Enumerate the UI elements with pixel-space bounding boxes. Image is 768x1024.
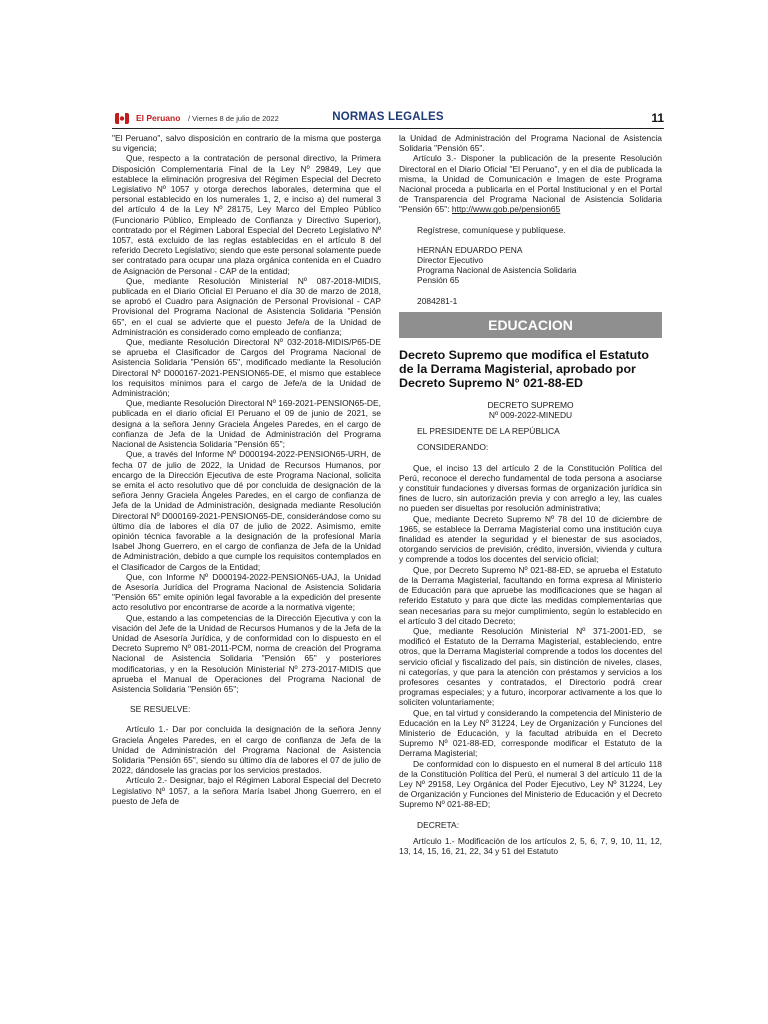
paragraph: Que, mediante Decreto Supremo Nº 78 del 10 de diciembre de 1965, se establece la Derrama Magisterial como una institución cuya finalidad es atender la seguridad y el bienestar de sus asociados, otorgando servicios de previsión, crédito, inversión, vivienda y cultura y comprende a todos los docentes del servicio oficial; — [399, 513, 662, 565]
paragraph: Artículo 2.- Designar, bajo el Régimen Laboral Especial del Decreto Legislativo Nº 1057, a la señora María Isabel Jhong Guerrero, en el puesto de Jefa de — [112, 775, 381, 806]
paragraph: Artículo 1.- Modificación de los artículos 2, 5, 6, 7, 9, 10, 11, 12, 13, 14, 15, 16, 21, 22, 34 y 51 del Estatuto — [399, 835, 662, 856]
pension65-link[interactable]: http://www.gob.pe/pension65 — [451, 204, 561, 215]
paragraph: De conformidad con lo dispuesto en el numeral 8 del artículo 118 de la Constitución Política del Perú, el numeral 3 del artículo 11 de la Ley Nº 29158, Ley Orgánica del Poder Ejecutivo, Ley Nº 31224, Ley de Organización y Funciones del Ministerio de Educación y el Decreto Supremo Nº 021-88-ED; — [399, 758, 662, 810]
paragraph: la Unidad de Administración del Programa Nacional de Asistencia Solidaria "Pensión 65". — [399, 133, 662, 154]
decree-type: DECRETO SUPREMO — [487, 399, 574, 410]
signature-title: Programa Nacional de Asistencia Solidaria — [417, 265, 577, 276]
paragraph-text: Artículo 3.- Disponer la publicación de la presente Resolución Directoral en el Diario Oficial "El Peruano", y en el día de publicada la misma, la Unidad de Comunicación e Imagen de este Programa Nacional proceda a publicarla en el Portal Institucional y en el Portal de Transparencia del Programa Nacional de Asistencia Solidaria "Pensión 65": — [399, 153, 662, 215]
decreta-heading: DECRETA: — [417, 819, 460, 830]
paragraph: "El Peruano", salvo disposición en contrario de la misma que posterga su vigencia; — [112, 133, 381, 154]
paragraph: Que, el inciso 13 del artículo 2 de la Constitución Política del Perú, reconoce el derecho fundamental de toda persona a asociarse y constituir fundaciones y diversas formas de organización jurídica sin fines de lucro, sin autorización previa y con arreglo a ley, las cuales no pueden ser disueltas por resolución administrativa; — [399, 462, 662, 514]
brand-name: El Peruano — [136, 113, 181, 123]
president-line: EL PRESIDENTE DE LA REPÚBLICA — [417, 426, 560, 437]
paragraph: Artículo 1.- Dar por concluida la designación de la señora Jenny Graciela Ángeles Paredes, en el cargo de confianza de Jefa de la Unidad de Administración del Programa Nacional de Asistencia Solidaria "Pensión 65", siendo su último día de labores el 07 de julio de 2022, dándosele las gracias por los servicios prestados. — [112, 724, 381, 776]
paragraph: Que, mediante Resolución Ministerial Nº 087-2018-MIDIS, publicada en el Diario Oficial El Peruano el día 30 de marzo de 2018, se aprobó el Cuadro para Asignación de Personal Provisional - CAP Provisional del Programa Nacional de Asistencia Solidaria "Pensión 65", en el cual se advierte que el puesto Jefe/a de la Unidad de Administración es considerado como empleado de confianza; — [112, 275, 381, 337]
coat-of-arms-icon — [112, 112, 132, 125]
considerando-heading: CONSIDERANDO: — [417, 442, 489, 453]
paragraph: Que, mediante Resolución Ministerial Nº 371-2001-ED, se modificó el Estatuto de la Derrama Magisterial, estableciendo, entre otros, que la Derrama Magisterial comprende a todos los docentes del servicio oficial y fiscalizado del país, sin distinción de niveles, clases, ni categorías, y que para la atención con préstamos y servicios a los profesores cesantes y contratados, el Directorio podrá crear programas especiales; y a futuro, incorporar activamente a los que lo soliciten voluntariamente; — [399, 625, 662, 708]
paragraph: Que, respecto a la contratación de personal directivo, la Primera Disposición Complementaria Final de la Ley Nº 29849, Ley que establece la eliminación progresiva del Régimen Especial del Decreto Legislativo Nº 1057 y otorga derechos laborales, determina que el personal establecido en los numerales 1, 2, e inciso a) del numeral 3 del artículo 4 de la Ley Nº 28175, Ley Marco del Empleo Público (Funcionario Público, Empleado de Confianza y Directivo Superior), contratado por el Régimen Laboral Especial del Decreto Legislativo Nº 1057, está excluido de las reglas establecidas en el artículo 8 del referido Decreto Legislativo; siendo que este personal solamente puede ser contratado para ocupar una plaza orgánica contenida en el Cuadro de Asignación de Personal - CAP de la entidad; — [112, 153, 381, 276]
paragraph: Que, en tal virtud y considerando la competencia del Ministerio de Educación en la Ley Nº 31224, Ley de Organización y Funciones del Ministerio de Educación, y la facultad atribuida en el Decreto Supremo Nº 021-88-ED, corresponde modificar el Estatuto de la Derrama Magisterial; — [399, 707, 662, 759]
signature-name: HERNÁN EDUARDO PENA — [417, 244, 523, 255]
signature-title: Pensión 65 — [417, 275, 460, 286]
paragraph: Que, a través del Informe Nº D000194-2022-PENSION65-URH, de fecha 07 de julio de 2022, la Unidad de Recursos Humanos, por encargo de la Dirección Ejecutiva de este Programa Nacional, solicita se emita el acto resolutivo que dé por concluida de designación de la señora Jenny Graciela Ángeles Paredes, en el cargo de confianza de Jefa de la Unidad de Administración, designada mediante Resolución Directoral Nº D000169-2021-PENSION65-DE, considerándose como su último día de labores el día 07 de julio de 2022. Asimismo, emite opinión técnica favorable a la designación de la profesional María Isabel Jhong Guerrero, en el cargo de confianza de Jefa de la Unidad de Administración, debido a que cumple los requisitos contemplados en el Clasificador de Cargos de la Entidad; — [112, 449, 381, 572]
paragraph: Que, mediante Resolución Directoral Nº 169-2021-PENSION65-DE, publicada en el diario oficial El Peruano el 09 de junio de 2021, se designa a la señora Jenny Graciela Ángeles Paredes, en el cargo de confianza de Jefa de la Unidad de Administración del Programa Nacional de Asistencia Solidaria "Pensión 65"; — [112, 398, 381, 450]
paragraph: Que, estando a las competencias de la Dirección Ejecutiva y con la visación del Jefe de la Unidad de Recursos Humanos y de la Jefa de la Unidad de Asesoría Jurídica, y de conformidad con lo dispuesto en el Decreto Supremo Nº 081-2011-PCM, norma de creación del Programa Nacional de Asistencia Solidaria "Pensión 65" y posteriores modificatorias, y en la Resolución Ministerial Nº 273-2017-MIDIS que aprueba el Manual de Operaciones del Programa Nacional de Asistencia Solidaria "Pensión 65"; — [112, 612, 381, 694]
paragraph: Que, mediante Resolución Directoral Nº 032-2018-MIDIS/P65-DE se aprueba el Clasificador de Cargos del Programa Nacional de Asistencia Solidaria "Pensión 65", modificado mediante la Resolución Directoral Nº D000167-2021-PENSION65-DE, el mismo que establece los requisitos mínimos para el cargo de Jefe/a de la Unidad de Administración; — [112, 337, 381, 399]
section-band-educacion: EDUCACION — [399, 312, 662, 338]
header-date: / Viernes 8 de julio de 2022 — [188, 113, 279, 123]
decree-title: Decreto Supremo que modifica el Estatuto de la Derrama Magisterial, aprobado por Decreto Supremo N° 021-88-ED — [399, 347, 649, 390]
closing-line: Regístrese, comuníquese y publíquese. — [417, 224, 566, 235]
se-resuelve-heading: SE RESUELVE: — [130, 704, 191, 715]
decree-number: Nº 009-2022-MINEDU — [488, 410, 573, 421]
signature-title: Director Ejecutivo — [417, 255, 484, 266]
left-column — [112, 133, 381, 806]
page-header — [112, 111, 664, 129]
paragraph — [399, 153, 662, 214]
page-number: 11 — [651, 111, 664, 125]
paragraph: Que, por Decreto Supremo Nº 021-88-ED, se aprueba el Estatuto de la Derrama Magisterial, facultando en forma expresa al Ministerio de Educación para que apruebe las modificaciones que se hagan al referido Estatuto y para que dicte las medidas complementarias que sean necesarias para su mejor cumplimiento, según lo establecido en el artículo 3 del citado Decreto; — [399, 564, 662, 626]
section-title: NORMAS LEGALES — [332, 111, 444, 123]
reference-number: 2084281-1 — [417, 295, 458, 306]
paragraph: Que, con Informe Nº D000194-2022-PENSION65-UAJ, la Unidad de Asesoría Jurídica del Programa Nacional de Asistencia Solidaria "Pensión 65" emite opinión legal favorable a la expedición del presente acto resolutivo por encontrarse de acorde a la normativa vigente; — [112, 571, 381, 613]
right-column — [399, 133, 662, 856]
